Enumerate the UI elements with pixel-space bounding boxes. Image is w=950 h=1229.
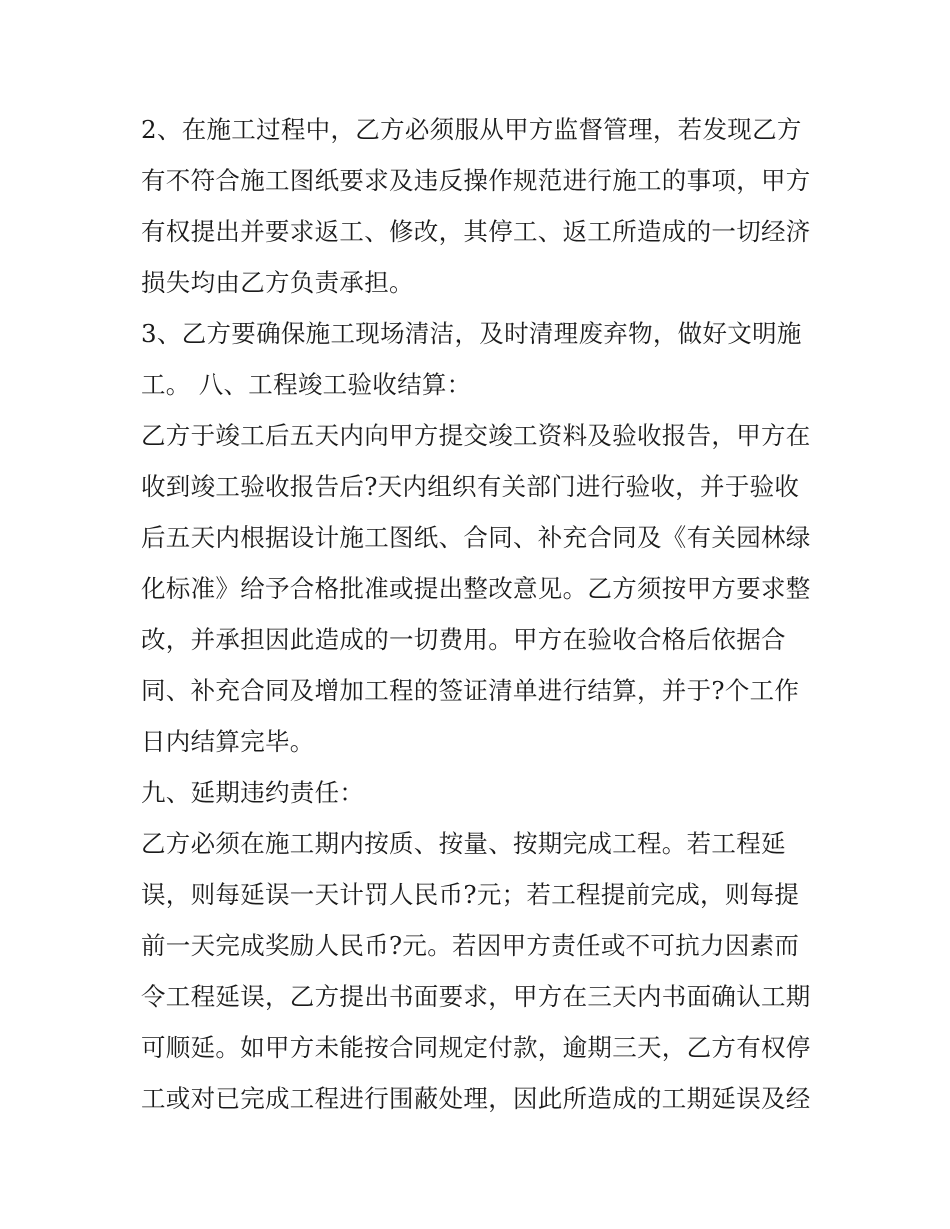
text-line: 工。 八、工程竣工验收结算： <box>141 370 472 399</box>
text-line: 日内结算完毕。 <box>141 727 315 756</box>
text-line: 可顺延。如甲方未能按合同规定付款，逾期三天，乙方有权停 <box>141 1033 811 1062</box>
text-line: 化标准》给予合格批准或提出整改意见。乙方须按甲方要求整 <box>141 574 811 603</box>
text-line: 同、补充合同及增加工程的签证清单进行结算，并于?个工作 <box>141 676 800 705</box>
text-line: 有权提出并要求返工、修改，其停工、返工所造成的一切经济 <box>141 217 811 246</box>
text-line: 改，并承担因此造成的一切费用。甲方在验收合格后依据合 <box>141 625 786 654</box>
text-line: 后五天内根据设计施工图纸、合同、补充合同及《有关园林绿 <box>141 523 811 552</box>
text-line: 3、乙方要确保施工现场清洁，及时清理废弃物，做好文明施 <box>141 319 802 348</box>
text-line: 乙方于竣工后五天内向甲方提交竣工资料及验收报告，甲方在 <box>141 421 811 450</box>
text-line: 2、在施工过程中，乙方必须服从甲方监督管理，若发现乙方 <box>141 115 802 144</box>
text-line: 乙方必须在施工期内按质、按量、按期完成工程。若工程延 <box>141 829 786 858</box>
text-line: 九、延期违约责任： <box>141 778 365 807</box>
text-line: 工或对已完成工程进行围蔽处理，因此所造成的工期延误及经 <box>141 1084 811 1113</box>
text-line: 前一天完成奖励人民币?元。若因甲方责任或不可抗力因素而 <box>141 931 800 960</box>
text-line: 收到竣工验收报告后?天内组织有关部门进行验收，并于验收 <box>141 472 800 501</box>
text-line: 令工程延误，乙方提出书面要求，甲方在三天内书面确认工期 <box>141 982 811 1011</box>
text-line: 损失均由乙方负责承担。 <box>141 268 414 297</box>
text-line: 有不符合施工图纸要求及违反操作规范进行施工的事项，甲方 <box>141 166 811 195</box>
text-line: 误，则每延误一天计罚人民币?元；若工程提前完成，则每提 <box>141 880 800 909</box>
